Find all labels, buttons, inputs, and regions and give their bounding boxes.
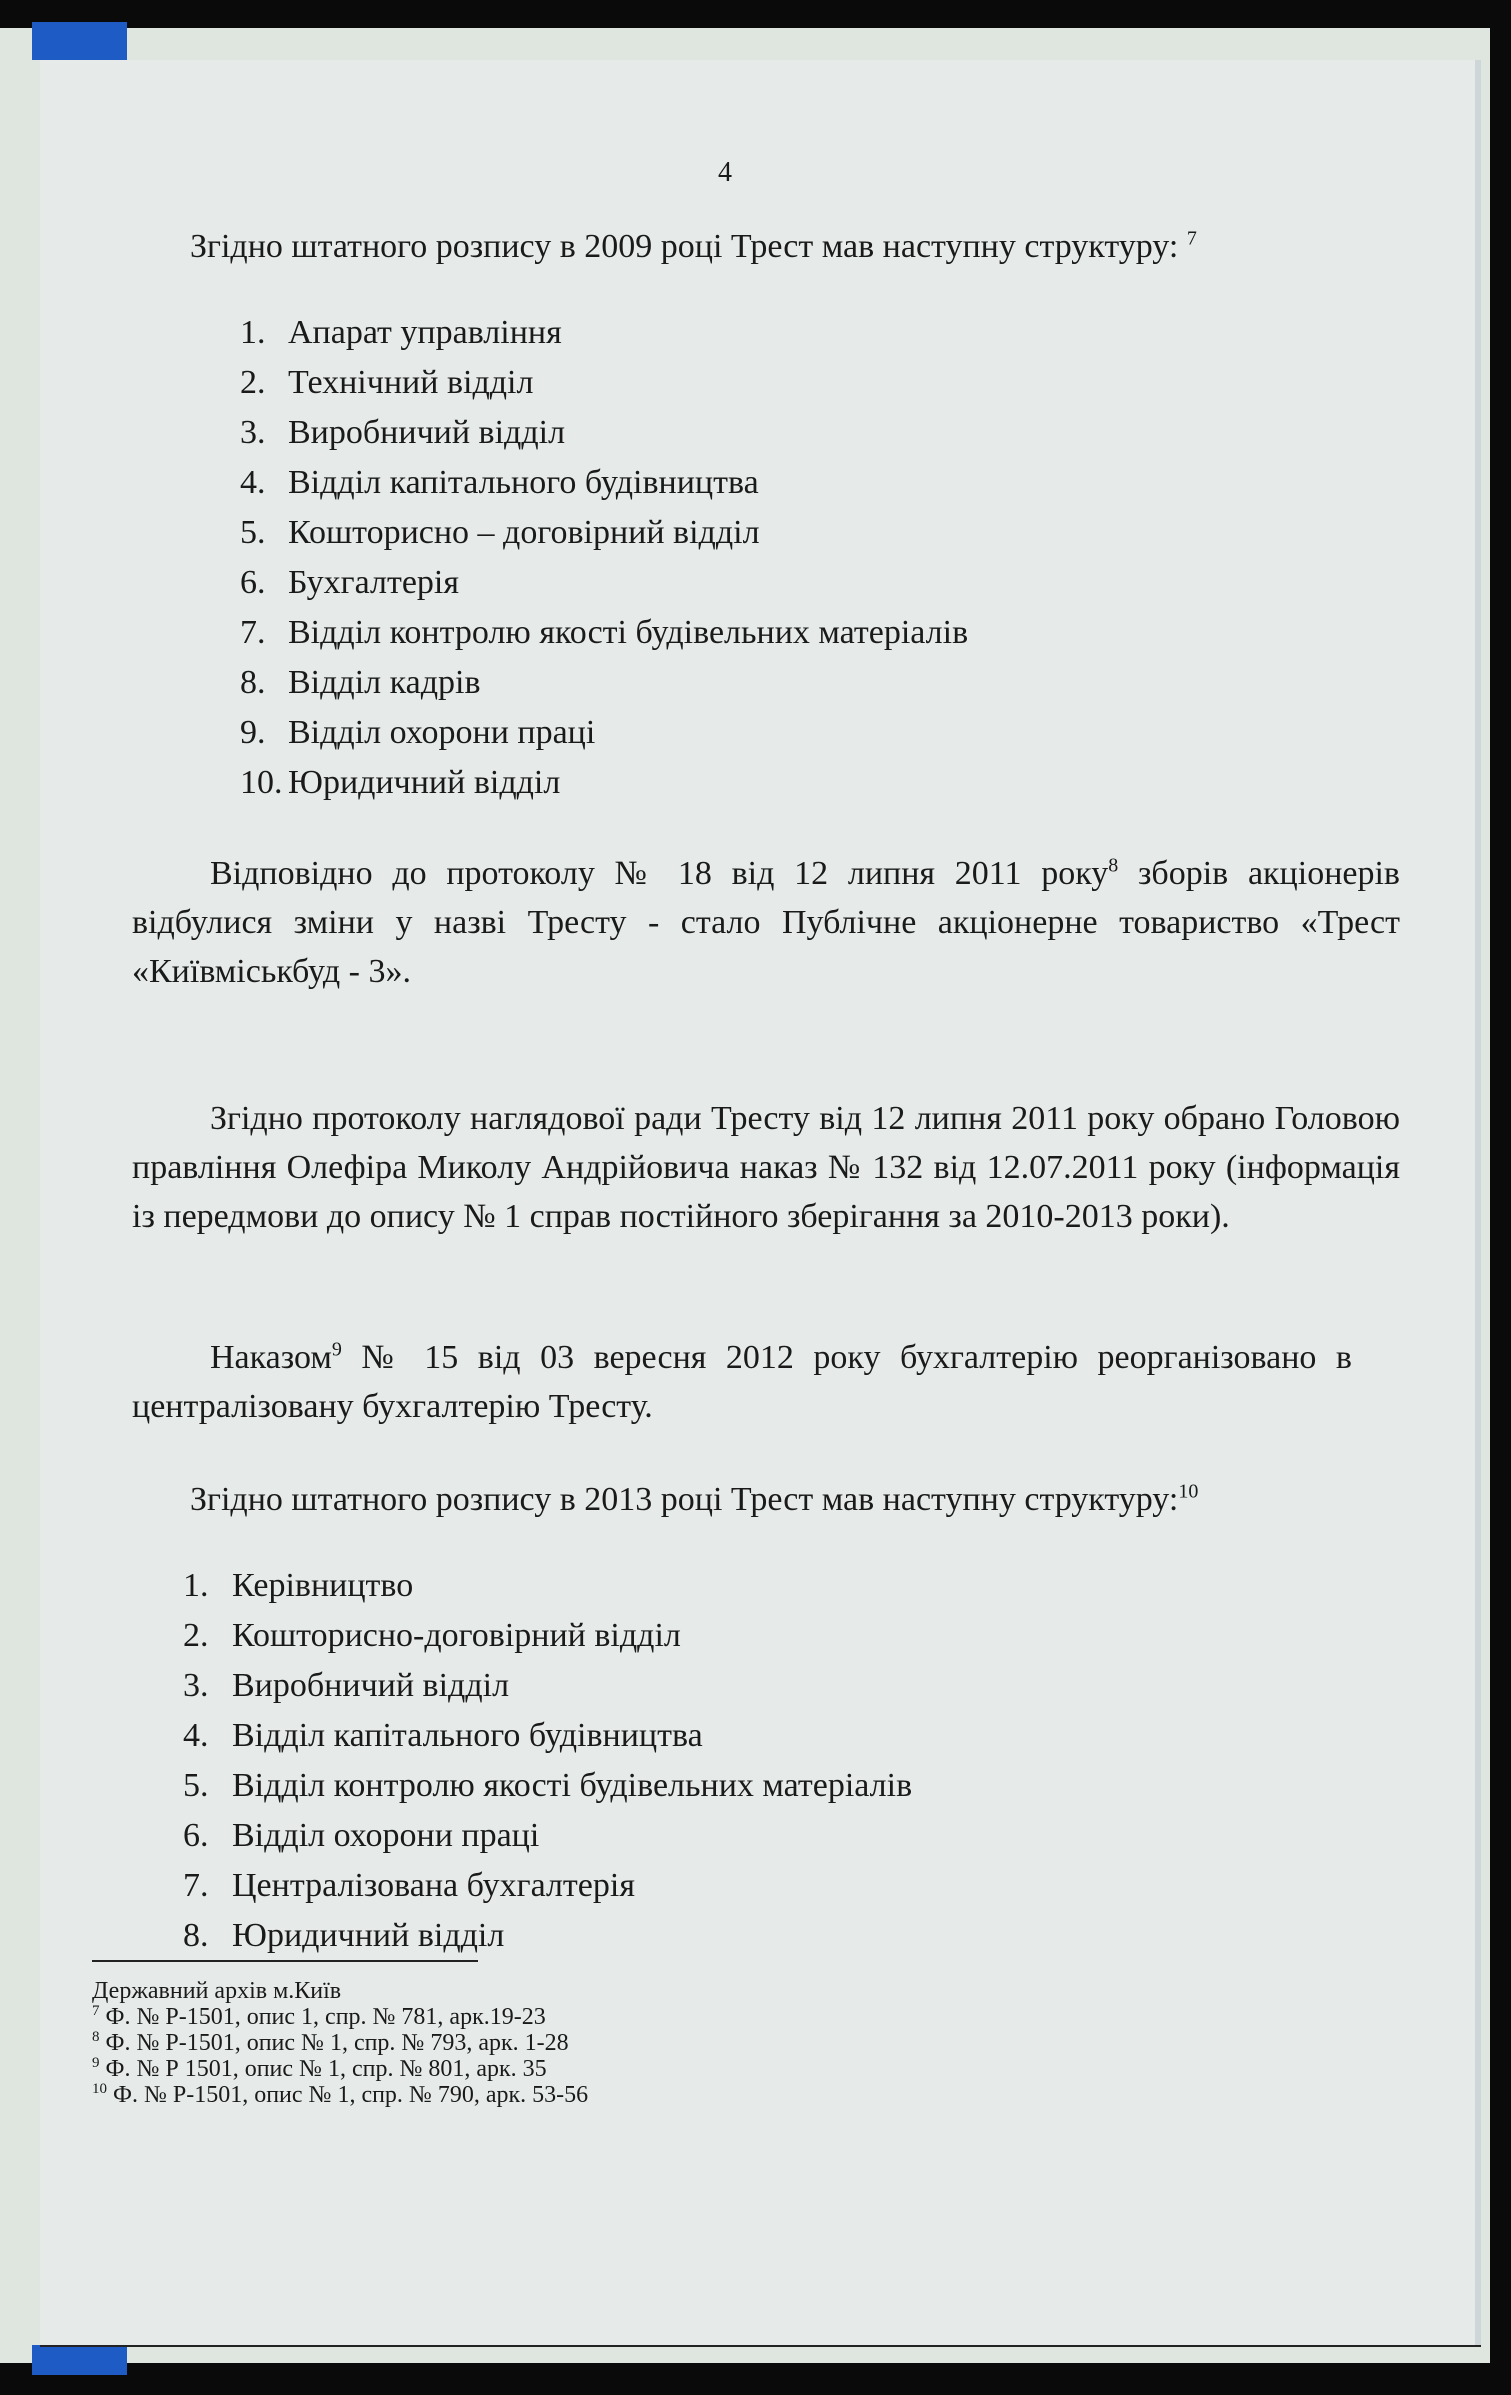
item-number: 3. — [240, 414, 266, 451]
paragraph-accounting — [132, 1333, 1352, 1431]
paragraph-text: Наказом — [210, 1339, 332, 1376]
list-item — [240, 558, 968, 608]
folder-tab-bottom — [32, 2345, 127, 2375]
list-item — [240, 358, 968, 408]
list-item — [183, 1811, 912, 1861]
item-label: Відділ капітального будівництва — [232, 1717, 703, 1754]
heading-text: Згідно штатного розпису в 2009 році Трест мав наступну структуру: — [190, 228, 1179, 265]
item-label: Відділ охорони праці — [232, 1817, 540, 1854]
footnote-text: Ф. № Р-1501, опис № 1, спр. № 793, арк. 1-28 — [99, 2030, 569, 2056]
folder-tab-top — [32, 22, 127, 60]
item-label: Бухгалтерія — [288, 564, 460, 601]
footnote-item — [92, 2004, 588, 2030]
structure-list-2009 — [240, 308, 968, 808]
item-number: 5. — [240, 514, 266, 551]
item-number: 5. — [183, 1767, 209, 1804]
item-label: Централізована бухгалтерія — [232, 1867, 635, 1904]
footnote-ref: 8 — [1108, 854, 1119, 877]
list-item — [240, 758, 968, 808]
item-number: 1. — [240, 314, 266, 351]
item-number: 8. — [183, 1917, 209, 1954]
list-item — [240, 658, 968, 708]
item-label: Юридичний відділ — [288, 764, 561, 801]
item-label: Керівництво — [232, 1567, 414, 1604]
item-number: 7. — [183, 1867, 209, 1904]
footnote-text: Ф. № Р 1501, опис № 1, спр. № 801, арк. 35 — [99, 2056, 547, 2082]
paragraph-text: Відповідно до протоколу № 18 від 12 липня 2011 року — [210, 855, 1109, 892]
item-number: 1. — [183, 1567, 209, 1604]
footnote-archive: Державний архів м.Київ — [92, 1978, 342, 2004]
paragraph-text: зборів акціонерів відбулися зміни у назві Тресту - стало Публічне акціонерне товариство «Трест «Київміськбуд - 3». — [132, 855, 1400, 990]
footnote-text: Ф. № Р-1501, опис № 1, спр. № 790, арк. 53-56 — [107, 2082, 589, 2108]
item-number: 2. — [240, 364, 266, 401]
item-label: Відділ капітального будівництва — [288, 464, 759, 501]
heading-2009 — [190, 222, 1197, 272]
list-item — [240, 508, 968, 558]
item-label: Виробничий відділ — [232, 1667, 510, 1704]
item-number: 6. — [183, 1817, 209, 1854]
item-number: 8. — [240, 664, 266, 701]
item-number: 4. — [240, 464, 266, 501]
item-label: Відділ контролю якості будівельних матеріалів — [232, 1767, 913, 1804]
footnote-mark: 9 — [92, 2055, 100, 2071]
item-label: Кошторисно-договірний відділ — [232, 1617, 681, 1654]
item-label: Відділ охорони праці — [288, 714, 596, 751]
paragraph-board-chairman — [132, 1094, 1400, 1241]
structure-list-2013 — [183, 1561, 912, 1961]
footnote-ref: 9 — [331, 1338, 342, 1361]
item-number: 7. — [240, 614, 266, 651]
item-label: Відділ контролю якості будівельних матеріалів — [288, 614, 969, 651]
item-label: Виробничий відділ — [288, 414, 566, 451]
paragraph-text: № 15 від 03 вересня 2012 року бухгалтерію реорганізовано в централізовану бухгалтерію Тресту. — [132, 1339, 1352, 1425]
item-label: Юридичний відділ — [232, 1917, 505, 1954]
item-number: 4. — [183, 1717, 209, 1754]
list-item — [183, 1911, 912, 1961]
list-item — [183, 1661, 912, 1711]
item-number: 3. — [183, 1667, 209, 1704]
footnote-item — [92, 2082, 588, 2108]
footnote-item — [92, 2056, 588, 2082]
footnote-mark: 8 — [92, 2029, 100, 2045]
heading-text: Згідно штатного розпису в 2013 році Трест мав наступну структуру: — [190, 1481, 1179, 1518]
list-item — [183, 1761, 912, 1811]
item-number: 6. — [240, 564, 266, 601]
item-label: Кошторисно – договірний відділ — [288, 514, 760, 551]
paragraph-text: Згідно протоколу наглядової ради Тресту від 12 липня 2011 року обрано Головою правління Олефіра Миколу Андрійовича наказ № 132 від 12.07.2011 року (інформація із передмови до опису № 1 справ постійного зберігання за 2010-2013 роки). — [132, 1100, 1400, 1235]
document-page — [40, 60, 1481, 2345]
item-number: 10. — [240, 764, 283, 801]
list-item — [240, 308, 968, 358]
list-item — [183, 1861, 912, 1911]
list-item — [240, 708, 968, 758]
footnote-mark: 7 — [92, 2003, 100, 2019]
item-label: Апарат управління — [288, 314, 562, 351]
footnote-separator — [92, 1960, 478, 1962]
list-item — [183, 1711, 912, 1761]
list-item — [240, 458, 968, 508]
footnote-ref: 10 — [1178, 1480, 1199, 1503]
list-item — [240, 608, 968, 658]
page-number: 4 — [718, 157, 732, 188]
footnote-text: Ф. № Р-1501, опис 1, спр. № 781, арк.19-23 — [99, 2004, 546, 2030]
footnote-ref: 7 — [1186, 227, 1197, 250]
heading-2013 — [190, 1475, 1198, 1525]
list-item — [183, 1561, 912, 1611]
item-number: 9. — [240, 714, 266, 751]
footnote-mark: 10 — [92, 2081, 107, 2097]
footnotes — [92, 1978, 588, 2108]
item-label: Відділ кадрів — [288, 664, 481, 701]
item-label: Технічний відділ — [288, 364, 534, 401]
item-number: 2. — [183, 1617, 209, 1654]
list-item — [183, 1611, 912, 1661]
list-item — [240, 408, 968, 458]
footnote-item — [92, 2030, 588, 2056]
paragraph-renaming — [132, 849, 1400, 996]
